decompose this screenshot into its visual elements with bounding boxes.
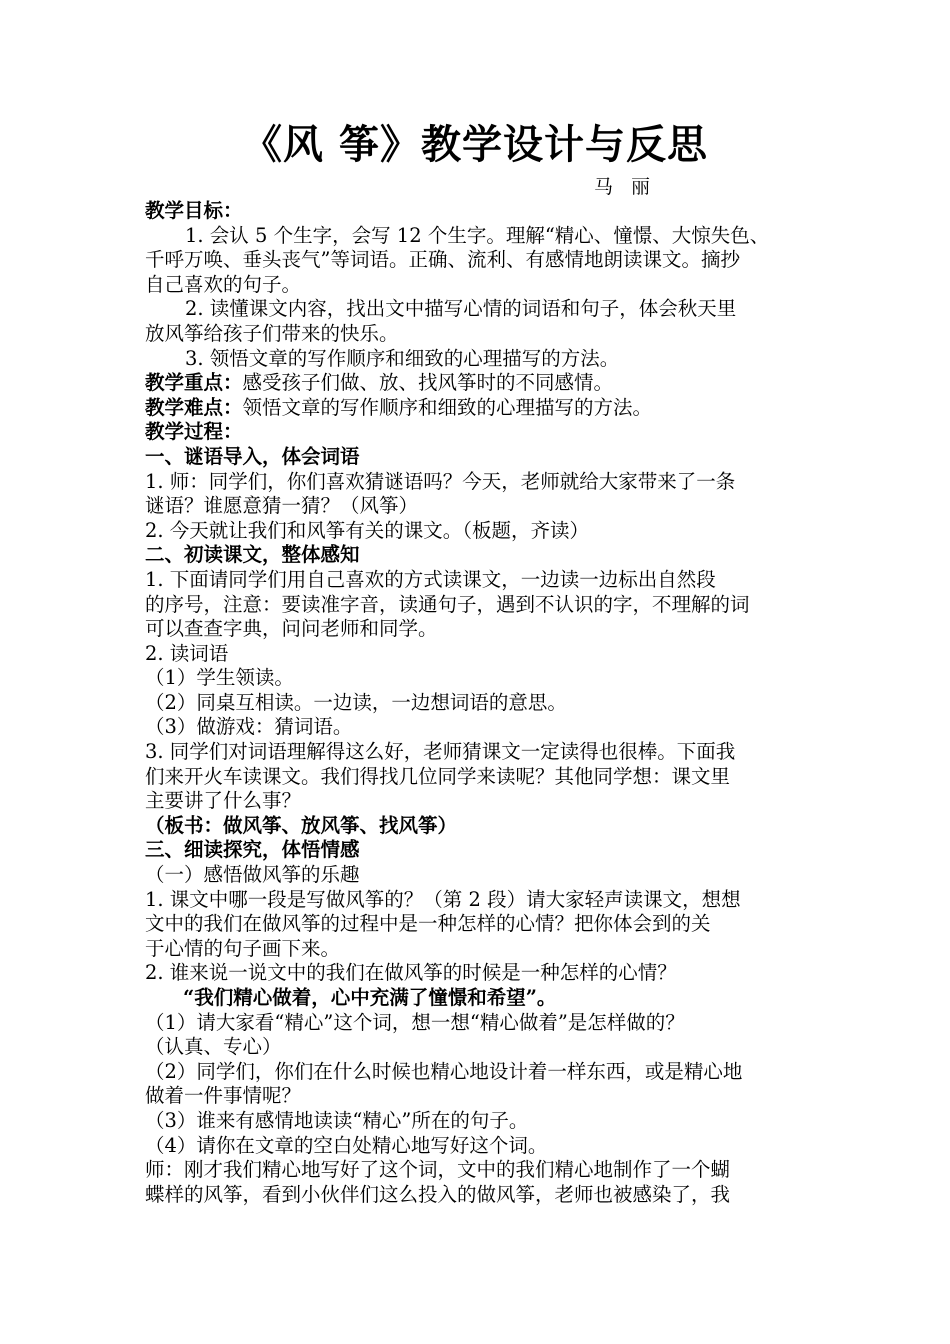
paragraph-line: 蝶样的风筝，看到小伙伴们这么投入的做风筝，老师也被感染了，我: [145, 1182, 731, 1206]
list-item: （4）请你在文章的空白处精心地写好这个词。: [145, 1133, 548, 1157]
paragraph-line: 2. 谁来说一说文中的我们在做风筝的时候是一种怎样的心情？: [145, 961, 677, 985]
paragraph-line: 1. 师：同学们，你们喜欢猜谜语吗？今天，老师就给大家带来了一条: [145, 469, 736, 493]
key-point: [145, 371, 813, 396]
goal-2-line-1: 2. 读懂课文内容，找出文中描写心情的词语和句子，体会秋天里: [185, 297, 737, 321]
list-item: （3）谁来有感情地读读“精心”所在的句子。: [145, 1108, 529, 1132]
document-title: 《风 筝》教学设计与反思: [242, 121, 708, 168]
goals-heading: 教学目标：: [145, 199, 243, 222]
goal-2-line-2: 放风筝给孩子们带来的快乐。: [145, 321, 399, 345]
section-2-heading: 二、初读课文，整体感知: [145, 543, 360, 567]
list-item: （2）同桌互相读。一边读，一边想词语的意思。: [145, 690, 567, 714]
section-1-heading: 一、谜语导入，体会词语: [145, 444, 360, 468]
list-item: （1）学生领读。: [145, 666, 294, 690]
document-body: [145, 199, 813, 1207]
key-point-label: 教学重点：: [145, 371, 243, 395]
goal-1-line-1: 1. 会认 5 个生字，会写 12 个生字。理解“精心、憧憬、大惊失色、: [185, 223, 770, 247]
quote-line: “我们精心做着，心中充满了憧憬和希望”。: [183, 986, 557, 1009]
process-heading: 教学过程：: [145, 420, 243, 444]
goal-3: 3. 领悟文章的写作顺序和细致的心理描写的方法。: [185, 346, 620, 370]
paragraph-line: 2. 今天就让我们和风筝有关的课文。（板题，齐读）: [145, 518, 590, 542]
list-item: （2）同学们，你们在什么时候也精心地设计着一样东西，或是精心地: [145, 1059, 743, 1083]
paragraph-line: 1. 课文中哪一段是写做风筝的？（第 2 段）请大家轻声读课文，想想: [145, 887, 741, 911]
paragraph-line: 于心情的句子画下来。: [145, 936, 341, 960]
paragraph-line: 们来开火车读课文。我们得找几位同学来读呢？其他同学想：课文里: [145, 764, 731, 788]
paragraph-line: 可以查查字典，问问老师和同学。: [145, 617, 438, 641]
goal-1-line-2: 千呼万唤、垂头丧气”等词语。正确、流利、有感情地朗读课文。摘抄: [145, 248, 740, 272]
difficulty-label: 教学难点：: [145, 395, 243, 419]
paragraph-line: 主要讲了什么事？: [145, 789, 302, 813]
paragraph-line: 文中的我们在做风筝的过程中是一种怎样的心情？把你体会到的关: [145, 912, 711, 936]
difficulty: [145, 396, 813, 421]
section-3-heading: 三、细读探究，体悟情感: [145, 838, 360, 862]
goal-1-line-3: 自己喜欢的句子。: [145, 272, 302, 296]
difficulty-text: 领悟文章的写作顺序和细致的心理描写的方法。: [242, 395, 653, 419]
list-item: （认真、专心）: [145, 1035, 282, 1059]
paragraph-line: 师：刚才我们精心地写好了这个词，文中的我们精心地制作了一个蝴: [145, 1158, 731, 1182]
author-name: 马 丽: [594, 176, 657, 198]
paragraph-line: 1. 下面请同学们用自己喜欢的方式读课文，一边读一边标出自然段: [145, 567, 716, 591]
list-item: （3）做游戏：猜词语。: [145, 715, 353, 739]
paragraph-line: 的序号，注意：要读准字音，读通句子，遇到不认识的字，不理解的词: [145, 592, 750, 616]
list-item: （1）请大家看“精心”这个词，想一想“精心做着”是怎样做的？: [145, 1010, 685, 1034]
list-item: 做着一件事情呢？: [145, 1084, 302, 1108]
subsection-heading: （一）感悟做风筝的乐趣: [145, 863, 360, 887]
paragraph-line: 谜语？谁愿意猜一猜？（风筝）: [145, 494, 419, 518]
paragraph-line: 3. 同学们对词语理解得这么好，老师猜课文一定读得也很棒。下面我: [145, 740, 736, 764]
key-point-text: 感受孩子们做、放、找风筝时的不同感情。: [242, 371, 614, 395]
board-note: （板书：做风筝、放风筝、找风筝）: [145, 813, 458, 837]
paragraph-line: 2. 读词语: [145, 641, 229, 665]
